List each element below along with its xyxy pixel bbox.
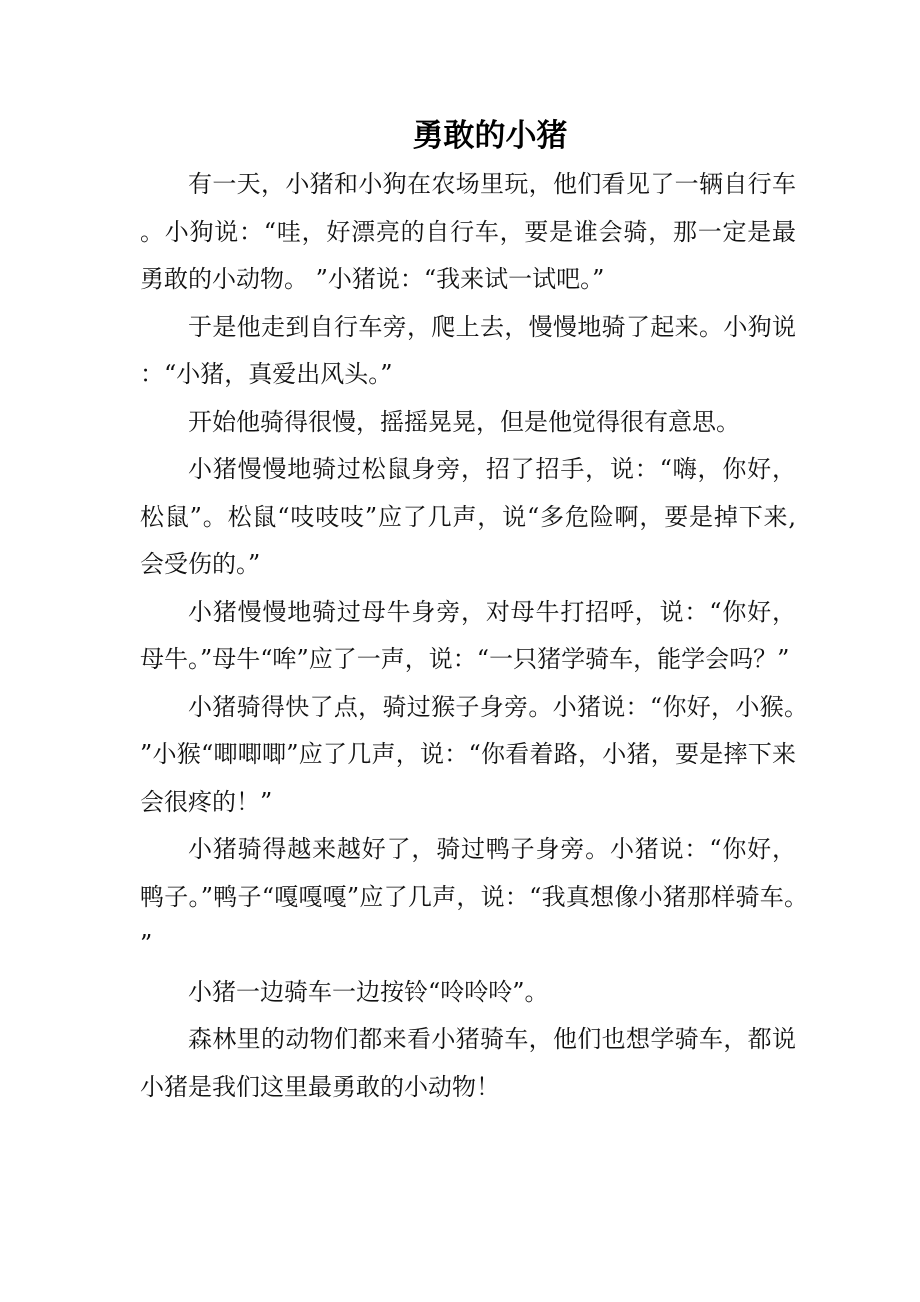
paragraph-1: 有一天，小猪和小狗在农场里玩，他们看见了一辆自行车。小狗说：“哇，好漂亮的自行车，要是谁会骑，那一定是最勇敢的小动物。 ”小猪说：“我来试一试吧。” [140,170,796,293]
document-body [140,161,796,1111]
paragraph-2: 于是他走到自行车旁，爬上去，慢慢地骑了起来。小狗说：“小猪，真爱出风头。” [140,312,796,388]
paragraph-3: 开始他骑得很慢，摇摇晃晃，但是他觉得很有意思。 [188,407,740,436]
paragraph-6: 小猪骑得快了点，骑过猴子身旁。小猪说：“你好，小猴。”小猴“唧唧唧”应了几声，说：“你看着路，小猪，要是摔下来会很疼的！” [140,692,796,816]
paragraph-7: 小猪骑得越来越好了，骑过鸭子身旁。小猪说：“你好，鸭子。”鸭子“嘎嘎嘎”应了几声，说：“我真想像小猪那样骑车。” [140,835,796,958]
paragraph-4: 小猪慢慢地骑过松鼠身旁，招了招手，说：“嗨，你好，松鼠”。松鼠“吱吱吱”应了几声，说“多危险啊，要是掉下来,会受伤的。” [140,455,796,578]
paragraph-8: 小猪一边骑车一边按铃“呤呤呤”。 [188,977,549,1006]
paragraph-5: 小猪慢慢地骑过母牛身旁，对母牛打招呼，说：“你好，母牛。”母牛“哞”应了一声，说：“一只猪学骑车，能学会吗？” [140,597,796,673]
document-title: 勇敢的小猪 [412,118,568,154]
paragraph-9: 森林里的动物们都来看小猪骑车，他们也想学骑车，都说小猪是我们这里最勇敢的小动物！ [140,1025,796,1101]
